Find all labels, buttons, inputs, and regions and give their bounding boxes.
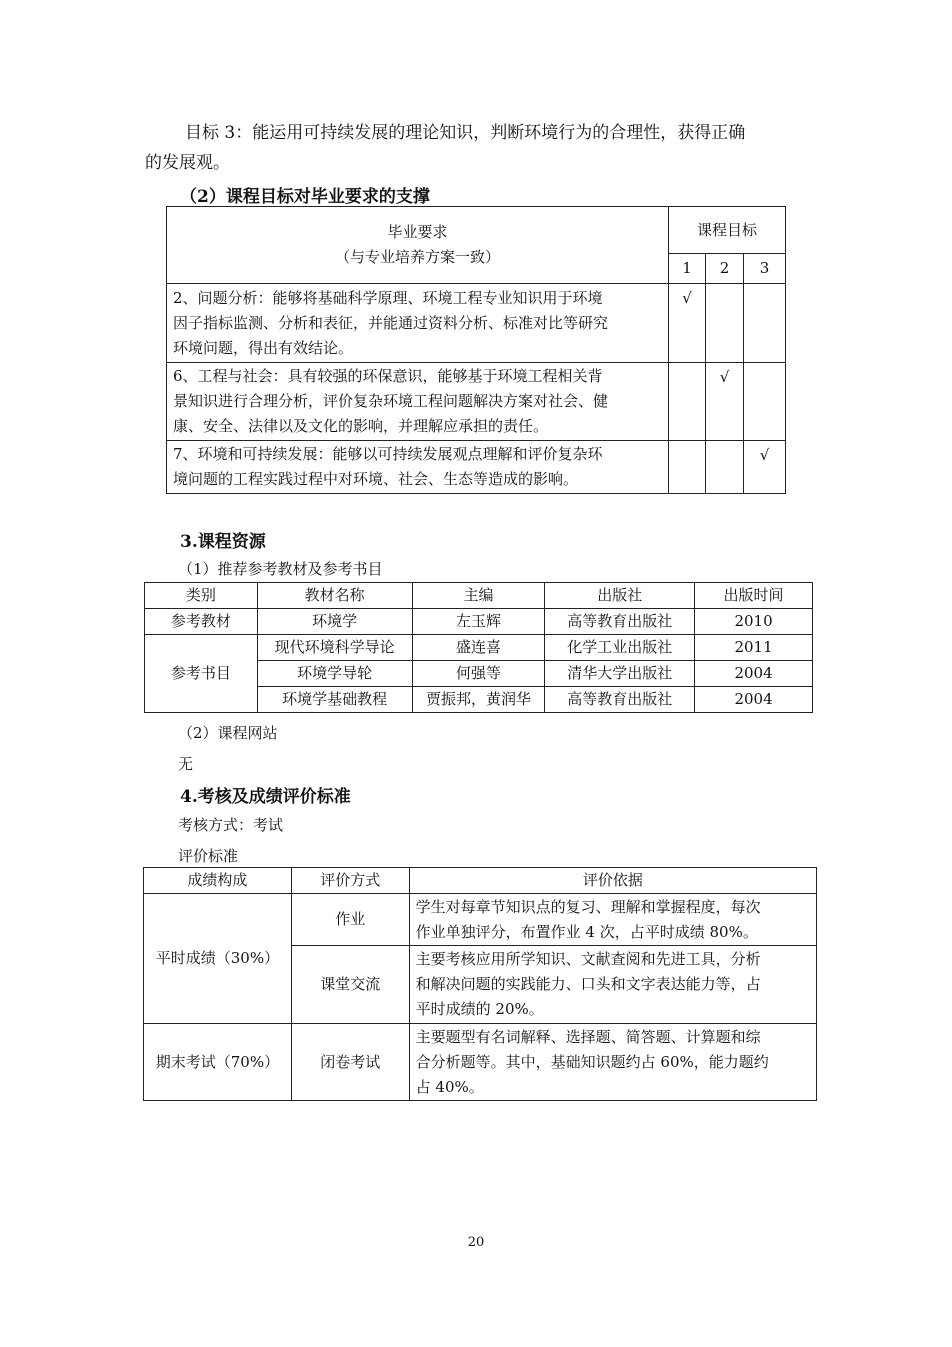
support-heading: （2）课程目标对毕业要求的支撑 — [180, 187, 430, 207]
final-basis-cell — [409, 1024, 816, 1101]
book-editor-cell: 何强等 — [412, 661, 545, 687]
check-mark: √ — [744, 441, 786, 494]
category-cell: 参考教材 — [145, 609, 258, 635]
requirement-text-line: 6、工程与社会：具有较强的环保意识，能够基于环境工程相关背 — [173, 367, 603, 385]
book-editor-cell: 盛连喜 — [412, 635, 545, 661]
table-row — [144, 894, 817, 946]
requirement-text-line: 因子指标监测、分析和表征，并能通过资料分析、标准对比等研究 — [173, 313, 609, 332]
check-mark — [744, 363, 786, 441]
resources-header-cell: 主编 — [412, 583, 545, 609]
resources-header-cell: 出版时间 — [695, 583, 813, 609]
assessment-method: 考核方式：考试 — [178, 816, 284, 834]
check-mark — [706, 441, 744, 494]
basis-text-line: 学生对每章节知识点的复习、理解和掌握程度，每次 — [415, 897, 761, 916]
basis-text-line: 主要考核应用所学知识、文献查阅和先进工具，分析 — [415, 950, 761, 968]
book-year-cell: 2004 — [695, 687, 813, 713]
book-publisher-cell: 清华大学出版社 — [545, 661, 695, 687]
check-mark: √ — [706, 363, 744, 441]
table-row — [144, 1024, 817, 1101]
requirement-header — [167, 207, 669, 284]
book-year-cell: 2010 — [695, 609, 813, 635]
requirement-text-line: 2、问题分析：能够将基础科学原理、环境工程专业知识用于环境 — [173, 288, 603, 307]
requirement-text-line: 境问题的工程实践过程中对环境、社会、生态等造成的影响。 — [173, 470, 579, 488]
resources-sub2: （2）课程网站 — [178, 724, 278, 742]
requirement-header-note: （与专业培养方案一致） — [335, 248, 501, 266]
goal3-line2: 的发展观。 — [145, 153, 230, 173]
goal-number: 1 — [669, 254, 706, 284]
basis-text-line: 平时成绩的 20%。 — [415, 1000, 544, 1018]
page-number: 20 — [467, 1235, 485, 1250]
requirement-row — [167, 363, 669, 441]
book-title-cell: 现代环境科学导论 — [257, 635, 412, 661]
book-publisher-cell: 高等教育出版社 — [545, 609, 695, 635]
book-publisher-cell: 化学工业出版社 — [545, 635, 695, 661]
resources-header-cell: 类别 — [145, 583, 258, 609]
usual-score-cell: 平时成绩（30%） — [144, 894, 292, 1024]
goal3-line1: 目标 3：能运用可持续发展的理论知识，判断环境行为的合理性，获得正确 — [185, 123, 746, 143]
requirement-row — [167, 441, 669, 494]
check-mark: √ — [669, 284, 706, 363]
goals-header: 课程目标 — [669, 207, 786, 254]
requirement-text-line: 环境问题，得出有效结论。 — [173, 338, 354, 357]
resources-table — [144, 582, 813, 713]
assessment-table — [143, 867, 817, 1101]
table-row — [145, 609, 813, 635]
basis-text-line: 占 40%。 — [415, 1077, 484, 1096]
check-mark — [669, 441, 706, 494]
requirement-text-line: 康、安全、法律以及文化的影响，并理解应承担的责任。 — [173, 417, 549, 435]
book-publisher-cell: 高等教育出版社 — [545, 687, 695, 713]
assessment-header-cell: 评价方式 — [291, 868, 409, 894]
resources-header-cell: 出版社 — [545, 583, 695, 609]
table-row — [145, 635, 813, 661]
book-title-cell: 环境学基础教程 — [257, 687, 412, 713]
homework-basis-cell — [409, 894, 816, 946]
book-editor-cell: 贾振邦，黄润华 — [412, 687, 545, 713]
book-editor-cell: 左玉辉 — [412, 609, 545, 635]
resources-sub1: （1）推荐参考教材及参考书目 — [178, 560, 383, 578]
assessment-header-cell: 成绩构成 — [144, 868, 292, 894]
assessment-criteria-label: 评价标准 — [178, 847, 239, 865]
resources-header-cell: 教材名称 — [257, 583, 412, 609]
requirement-text-line: 7、环境和可持续发展：能够以可持续发展观点理解和评价复杂环 — [173, 445, 603, 463]
class-basis-cell — [409, 946, 816, 1024]
requirement-header-title: 毕业要求 — [387, 223, 448, 241]
assessment-heading: 4.考核及成绩评价标准 — [180, 787, 351, 807]
basis-text-line: 和解决问题的实践能力、口头和文字表达能力等，占 — [415, 975, 761, 993]
book-year-cell: 2011 — [695, 635, 813, 661]
book-title-cell: 环境学 — [257, 609, 412, 635]
check-mark — [744, 284, 786, 363]
check-mark — [706, 284, 744, 363]
homework-cell: 作业 — [291, 894, 409, 946]
basis-text-line: 主要题型有名词解释、选择题、简答题、计算题和综 — [415, 1027, 761, 1046]
requirement-text-line: 景知识进行合理分析，评价复杂环境工程问题解决方案对社会、健 — [173, 392, 609, 410]
basis-text-line: 作业单独评分，布置作业 4 次，占平时成绩 80%。 — [415, 922, 758, 941]
class-exchange-cell: 课堂交流 — [291, 946, 409, 1024]
closed-book-cell: 闭卷考试 — [291, 1024, 409, 1101]
requirements-table — [166, 206, 786, 494]
book-title-cell: 环境学导轮 — [257, 661, 412, 687]
check-mark — [669, 363, 706, 441]
website-value: 无 — [178, 755, 194, 773]
book-year-cell: 2004 — [695, 661, 813, 687]
assessment-header-cell: 评价依据 — [409, 868, 816, 894]
category-cell: 参考书目 — [145, 635, 258, 713]
basis-text-line: 合分析题等。其中，基础知识题约占 60%，能力题约 — [415, 1052, 769, 1071]
requirement-row — [167, 284, 669, 363]
goal-number: 3 — [744, 254, 786, 284]
final-exam-cell: 期末考试（70%） — [144, 1024, 292, 1101]
resources-heading: 3.课程资源 — [180, 532, 266, 552]
goal-number: 2 — [706, 254, 744, 284]
